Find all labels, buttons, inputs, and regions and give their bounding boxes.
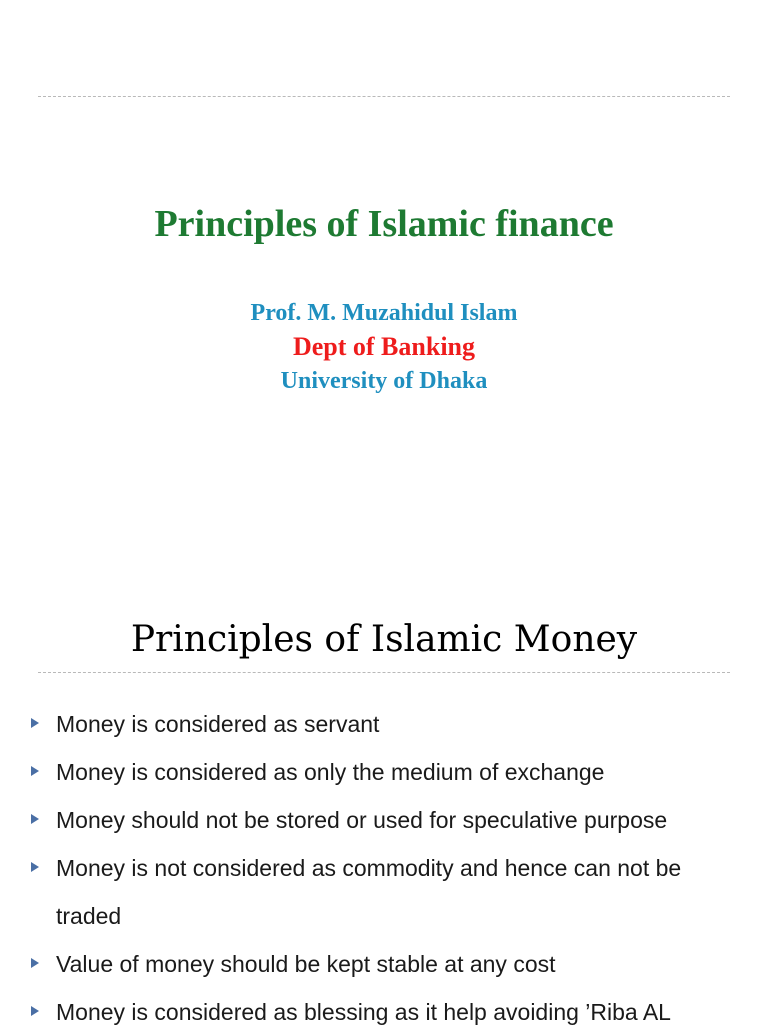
bullet-text: Value of money should be kept stable at any cost: [56, 951, 556, 977]
bullet-text: Money should not be stored or used for speculative purpose: [56, 807, 668, 833]
list-item: [0, 940, 768, 988]
department-name: Dept of Banking: [292, 332, 476, 361]
bullet-text: Money is considered as blessing as it help avoiding ’Riba AL: [56, 999, 671, 1025]
bullet-text: Money is considered as only the medium of exchange: [56, 759, 605, 785]
bullet-text: Money is not considered as commodity and hence can not be traded: [56, 855, 682, 929]
triangle-right-icon: [31, 718, 39, 728]
bullet-list: [0, 700, 768, 1036]
dashed-divider: [38, 672, 730, 673]
triangle-right-icon: [31, 814, 39, 824]
list-item: [0, 748, 768, 796]
author-name: Prof. M. Muzahidul Islam: [250, 300, 518, 326]
triangle-right-icon: [31, 958, 39, 968]
slide-title: Principles of Islamic Money: [130, 619, 638, 660]
bullet-text: Money is considered as servant: [56, 711, 380, 737]
university-name: University of Dhaka: [280, 368, 488, 394]
list-item: [0, 988, 768, 1036]
list-item: [0, 844, 768, 940]
byline: [0, 296, 768, 398]
triangle-right-icon: [31, 766, 39, 776]
slide-islamic-money: [0, 580, 768, 1024]
list-item: [0, 796, 768, 844]
triangle-right-icon: [31, 862, 39, 872]
dashed-divider: [38, 96, 730, 97]
list-item: [0, 700, 768, 748]
triangle-right-icon: [31, 1006, 39, 1016]
presentation-title: Principles of Islamic finance: [154, 203, 614, 245]
